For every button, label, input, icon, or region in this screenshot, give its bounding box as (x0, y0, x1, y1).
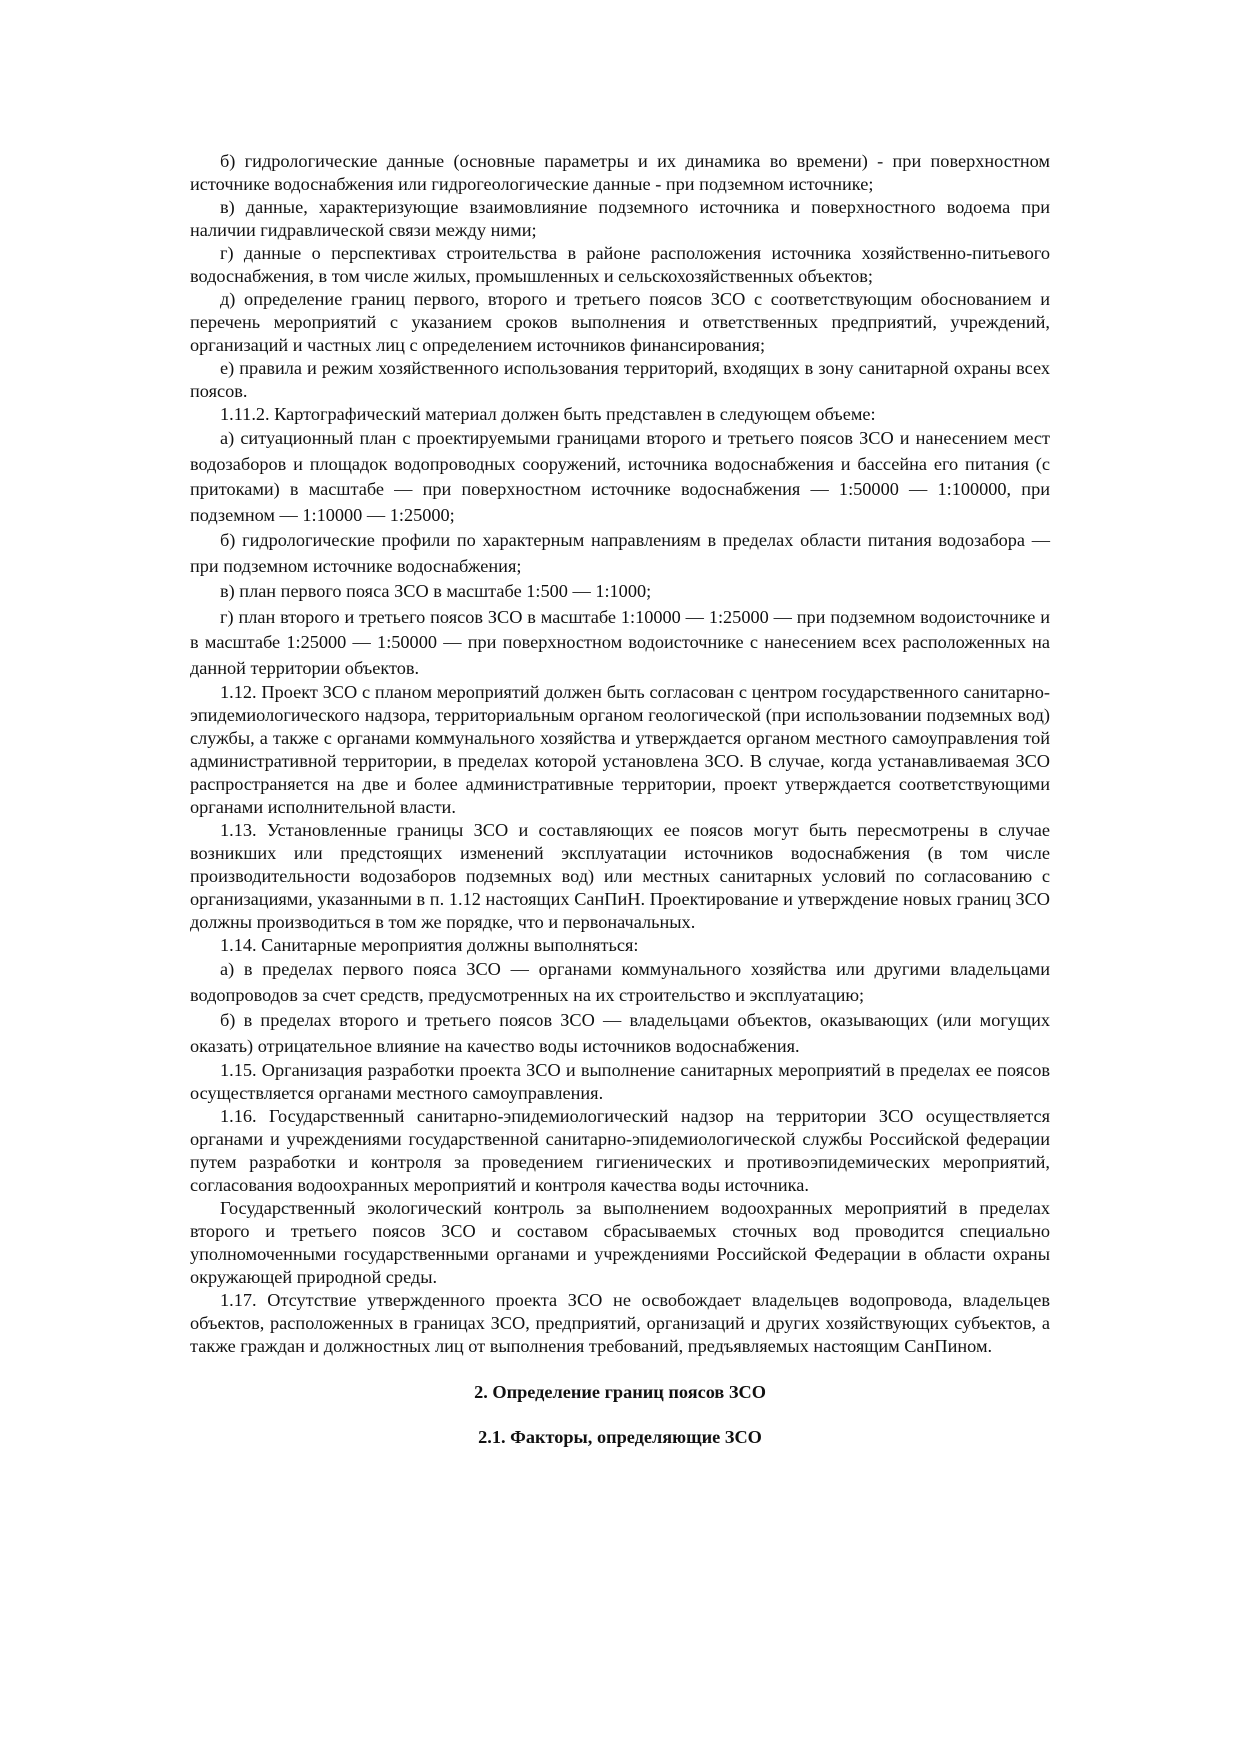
paragraph-land-use-rules: е) правила и режим хозяйственного использования территорий, входящих в зону санитарной охраны всех поясов. (190, 358, 1050, 401)
paragraph-hydrological-profiles: б) гидрологические профили по характерным направлениям в пределах области питания водозабора — при подземном источнике водоснабжения; (190, 530, 1050, 576)
paragraph-situational-plan: а) ситуационный план с проектируемыми границами второго и третьего поясов ЗСО и нанесением мест водозаборов и площадок водопроводных сооружений, источника водоснабжения и бассейна его питания (с притоками) в масштабе — при поверхностном источнике водоснабжения — 1:50000 — 1:100000, при подземном — 1:10000 — 1:25000; (190, 428, 1050, 525)
paragraph-1-15: 1.15. Организация разработки проекта ЗСО и выполнение санитарных мероприятий в пределах ее поясов осуществляется органами местного самоуправления. (190, 1060, 1050, 1103)
subsection-heading: 2.1. Факторы, определяющие ЗСО (478, 1427, 762, 1447)
paragraph-hydrological-data: б) гидрологические данные (основные параметры и их динамика во времени) - при поверхностном источнике водоснабжения или гидрогеологические данные - при подземном источнике; (190, 151, 1050, 194)
paragraph-second-third-belt-measures: б) в пределах второго и третьего поясов ЗСО — владельцами объектов, оказывающих (или могущих оказать) отрицательное влияние на качество воды источников водоснабжения. (190, 1010, 1050, 1056)
paragraph-1-12: 1.12. Проект ЗСО с планом мероприятий должен быть согласован с центром государственного санитарно-эпидемиологического надзора, территориальным органом геологической (при использовании подземных вод) службы, а также с органами коммунального хозяйства и утверждается органом местного самоуправления той административной территории, в пределах которой установлена ЗСО. В случае, когда устанавливаемая ЗСО распространяется на две и более административные территории, проект утверждается соответствующими органами исполнительной власти. (190, 682, 1050, 817)
paragraph-interaction-data: в) данные, характеризующие взаимовлияние подземного источника и поверхностного водоема при наличии гидравлической связи между ними; (190, 197, 1050, 240)
section-heading: 2. Определение границ поясов ЗСО (474, 1382, 766, 1402)
paragraph-1-14: 1.14. Санитарные мероприятия должны выполняться: (220, 935, 639, 955)
document-page (190, 150, 1050, 1449)
paragraph-1-11-2: 1.11.2. Картографический материал должен быть представлен в следующем объеме: (220, 404, 876, 424)
paragraph-first-belt-measures: а) в пределах первого пояса ЗСО — органами коммунального хозяйства или другими владельцами водопроводов за счет средств, предусмотренных на их строительство и эксплуатацию; (190, 959, 1050, 1005)
paragraph-1-17: 1.17. Отсутствие утвержденного проекта ЗСО не освобождает владельцев водопровода, владельцев объектов, расположенных в границах ЗСО, предприятий, организаций и других хозяйствующих субъектов, а также граждан и должностных лиц от выполнения требований, предъявляемых настоящим СанПином. (190, 1290, 1050, 1356)
paragraph-ecological-control: Государственный экологический контроль за выполнением водоохранных мероприятий в пределах второго и третьего поясов ЗСО и составом сбрасываемых сточных вод проводится специально уполномоченными государственными органами и учреждениями Российской Федерации в области охраны окружающей природной среды. (190, 1198, 1050, 1287)
paragraph-zone-boundaries: д) определение границ первого, второго и третьего поясов ЗСО с соответствующим обоснованием и перечень мероприятий с указанием сроков выполнения и ответственных предприятий, учреждений, организаций и частных лиц с определением источников финансирования; (190, 289, 1050, 355)
paragraph-1-13: 1.13. Установленные границы ЗСО и составляющих ее поясов могут быть пересмотрены в случае возникших или предстоящих изменений эксплуатации источников водоснабжения (в том числе производительности водозаборов подземных вод) или местных санитарных условий по согласованию с организациями, указанными в п. 1.12 настоящих СанПиН. Проектирование и утверждение новых границ ЗСО должны производиться в том же порядке, что и первоначальных. (190, 820, 1050, 932)
paragraph-first-belt-plan: в) план первого пояса ЗСО в масштабе 1:500 — 1:1000; (220, 581, 652, 601)
paragraph-construction-prospects: г) данные о перспективах строительства в районе расположения источника хозяйственно-питьевого водоснабжения, в том числе жилых, промышленных и сельскохозяйственных объектов; (190, 243, 1050, 286)
paragraph-second-third-belt-plan: г) план второго и третьего поясов ЗСО в масштабе 1:10000 — 1:25000 — при подземном водоисточнике и в масштабе 1:25000 — 1:50000 — при поверхностном водоисточнике с нанесением всех расположенных на данной территории объектов. (190, 606, 1050, 678)
paragraph-1-16: 1.16. Государственный санитарно-эпидемиологический надзор на территории ЗСО осуществляется органами и учреждениями государственной санитарно-эпидемиологической службы Российской федерации путем разработки и контроля за проведением гигиенических и противоэпидемических мероприятий, согласования водоохранных мероприятий и контроля качества воды источника. (190, 1106, 1050, 1195)
